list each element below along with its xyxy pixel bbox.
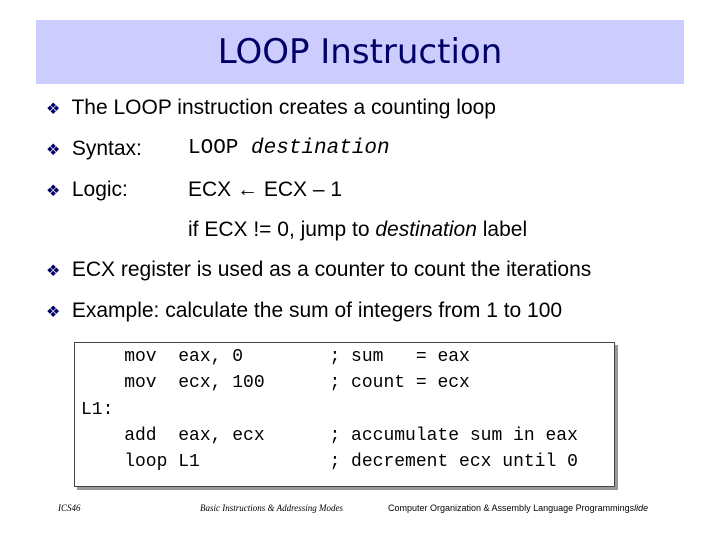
slide-title: LOOP Instruction [217, 32, 503, 72]
logic-label: Logic: [71, 178, 128, 201]
code-line: L1: [81, 400, 114, 420]
footer-course: ICS46 [58, 503, 81, 513]
bullet-text: ECX register is used as a counter to count the iterations [71, 258, 592, 281]
bullet-loop-description [46, 96, 496, 120]
logic-line-1: ECX ← ECX – 1 [188, 178, 343, 201]
diamond-bullet-icon: ❖ [46, 263, 61, 280]
code-line: mov eax, 0 ; sum = eax [81, 347, 470, 367]
footer-topic: Basic Instructions & Addressing Modes [200, 503, 343, 513]
logic-line-2: if ECX != 0, jump to destination label [188, 218, 528, 241]
code-line: add eax, ecx ; accumulate sum in eax [81, 426, 578, 446]
code-example-box [74, 342, 615, 487]
diamond-bullet-icon: ❖ [46, 304, 61, 321]
footer-book: Computer Organization & Assembly Language Programmingslide [388, 503, 649, 513]
bullet-text: The LOOP instruction creates a counting loop [71, 96, 496, 119]
bullet-example [46, 299, 562, 323]
bullet-logic [46, 178, 128, 202]
code-line: mov ecx, 100 ; count = ecx [81, 373, 470, 393]
diamond-bullet-icon: ❖ [46, 101, 61, 118]
title-bar [36, 20, 684, 84]
bullet-text: Example: calculate the sum of integers from 1 to 100 [71, 299, 563, 322]
diamond-bullet-icon: ❖ [46, 142, 61, 159]
bullet-ecx-counter [46, 258, 591, 282]
syntax-value: LOOP destination [188, 137, 390, 160]
diamond-bullet-icon: ❖ [46, 183, 61, 200]
bullet-syntax [46, 137, 142, 161]
code-line: loop L1 ; decrement ecx until 0 [81, 452, 578, 472]
syntax-label: Syntax: [71, 137, 142, 160]
